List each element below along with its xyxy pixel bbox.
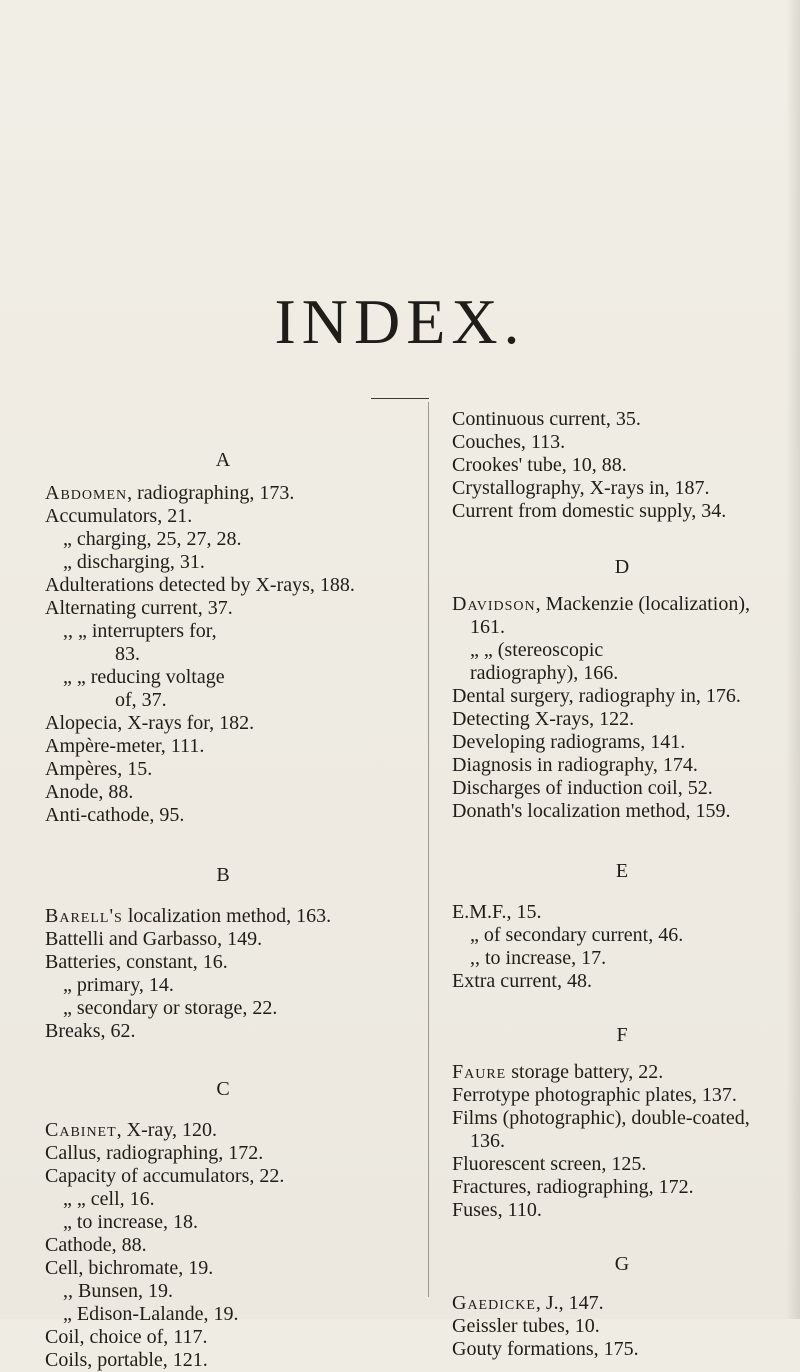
entry-rest: , Mackenzie (localization), bbox=[535, 593, 750, 615]
index-entry: Diagnosis in radiography, 174. bbox=[452, 754, 698, 776]
index-entry: Callus, radiographing, 172. bbox=[45, 1142, 264, 1164]
index-entry: Alopecia, X-rays for, 182. bbox=[45, 712, 255, 734]
entry-head: Abdomen bbox=[45, 482, 128, 504]
index-entry: Capacity of accumulators, 22. bbox=[45, 1165, 285, 1187]
title-rule bbox=[371, 398, 429, 399]
section-letter-b: B bbox=[216, 864, 230, 886]
index-entry: ,, to increase, 17. bbox=[470, 947, 607, 969]
left-column bbox=[45, 408, 401, 1372]
index-entry: Crystallography, X-rays in, 187. bbox=[452, 477, 710, 499]
entry-head: Davidson bbox=[452, 593, 536, 615]
index-entry: 83. bbox=[115, 643, 140, 665]
index-entry: of, 37. bbox=[115, 689, 167, 711]
page-title: INDEX. bbox=[274, 286, 526, 357]
index-entry: „ „ (stereoscopic bbox=[470, 639, 604, 661]
section-letter-g: G bbox=[614, 1253, 630, 1275]
index-entry: Ampères, 15. bbox=[45, 758, 153, 780]
column-divider bbox=[428, 402, 429, 1297]
index-entry: radiography), 166. bbox=[470, 662, 619, 684]
index-entry: „ „ reducing voltage bbox=[63, 666, 225, 688]
section-letter-d: D bbox=[614, 556, 630, 578]
index-entry: „ of secondary current, 46. bbox=[470, 924, 684, 946]
entry-head: Barell's bbox=[45, 905, 123, 927]
index-entry: Batteries, constant, 16. bbox=[45, 951, 228, 973]
entry-rest: localization method, 163. bbox=[122, 905, 332, 927]
section-letter-f: F bbox=[616, 1024, 628, 1046]
index-entry: Couches, 113. bbox=[452, 431, 566, 453]
index-entry: Cathode, 88. bbox=[45, 1234, 147, 1256]
index-entry: „ to increase, 18. bbox=[63, 1211, 198, 1233]
index-entry: „ charging, 25, 27, 28. bbox=[63, 528, 242, 550]
index-entry: ,, Bunsen, 19. bbox=[63, 1280, 173, 1302]
entry-head: Gaedicke bbox=[452, 1292, 536, 1314]
index-entry: 136. bbox=[470, 1130, 505, 1152]
entry-rest: , X-ray, 120. bbox=[116, 1119, 218, 1141]
index-entry: Breaks, 62. bbox=[45, 1020, 136, 1042]
index-entry: Adulterations detected by X-rays, 188. bbox=[45, 574, 355, 596]
index-entry: „ „ cell, 16. bbox=[63, 1188, 155, 1210]
index-entry: Continuous current, 35. bbox=[452, 408, 641, 430]
index-entry: Ampère-meter, 111. bbox=[45, 735, 205, 757]
index-entry bbox=[452, 1061, 792, 1084]
index-entry: Coils, portable, 121. bbox=[45, 1349, 208, 1371]
section-letter-a: A bbox=[215, 449, 231, 471]
index-entry: Alternating current, 37. bbox=[45, 597, 233, 619]
index-entry: Fractures, radiographing, 172. bbox=[452, 1176, 694, 1198]
index-entry: Anode, 88. bbox=[45, 781, 134, 803]
index-entry: Detecting X-rays, 122. bbox=[452, 708, 635, 730]
index-entry bbox=[45, 482, 401, 505]
index-entry: „ discharging, 31. bbox=[63, 551, 205, 573]
index-entry: Anti-cathode, 95. bbox=[45, 804, 185, 826]
right-column bbox=[452, 408, 792, 1361]
index-entry: Geissler tubes, 10. bbox=[452, 1315, 600, 1337]
index-entry bbox=[452, 593, 792, 616]
index-entry: Battelli and Garbasso, 149. bbox=[45, 928, 263, 950]
index-entry bbox=[45, 905, 401, 928]
index-entry: „ Edison-Lalande, 19. bbox=[63, 1303, 239, 1325]
entry-rest: , J., 147. bbox=[535, 1292, 604, 1314]
index-entry bbox=[452, 1292, 792, 1315]
index-entry: Dental surgery, radiography in, 176. bbox=[452, 685, 741, 707]
index-entry: Crookes' tube, 10, 88. bbox=[452, 454, 627, 476]
entry-rest: , radiographing, 173. bbox=[127, 482, 295, 504]
index-entry: Accumulators, 21. bbox=[45, 505, 193, 527]
index-entry: „ primary, 14. bbox=[63, 974, 174, 996]
index-entry: Films (photographic), double-coated, bbox=[452, 1107, 750, 1129]
entry-head: Faure bbox=[452, 1061, 507, 1083]
index-entry: Fuses, 110. bbox=[452, 1199, 542, 1221]
index-entry bbox=[45, 1119, 401, 1142]
section-letter-c: C bbox=[216, 1078, 230, 1100]
index-entry: 161. bbox=[470, 616, 505, 638]
index-entry: Ferrotype photographic plates, 137. bbox=[452, 1084, 737, 1106]
entry-head: Cabinet bbox=[45, 1119, 117, 1141]
entry-rest: storage battery, 22. bbox=[506, 1061, 664, 1083]
index-entry: E.M.F., 15. bbox=[452, 901, 542, 923]
index-entry: Current from domestic supply, 34. bbox=[452, 500, 727, 522]
index-entry: Fluorescent screen, 125. bbox=[452, 1153, 647, 1175]
index-entry: Gouty formations, 175. bbox=[452, 1338, 639, 1360]
index-entry: „ secondary or storage, 22. bbox=[63, 997, 278, 1019]
index-entry: Donath's localization method, 159. bbox=[452, 800, 731, 822]
index-entry: ,, „ interrupters for, bbox=[63, 620, 217, 642]
index-entry: Coil, choice of, 117. bbox=[45, 1326, 208, 1348]
index-entry: Discharges of induction coil, 52. bbox=[452, 777, 713, 799]
index-entry: Cell, bichromate, 19. bbox=[45, 1257, 214, 1279]
section-letter-e: E bbox=[615, 860, 629, 882]
index-entry: Developing radiograms, 141. bbox=[452, 731, 686, 753]
index-entry: Extra current, 48. bbox=[452, 970, 592, 992]
